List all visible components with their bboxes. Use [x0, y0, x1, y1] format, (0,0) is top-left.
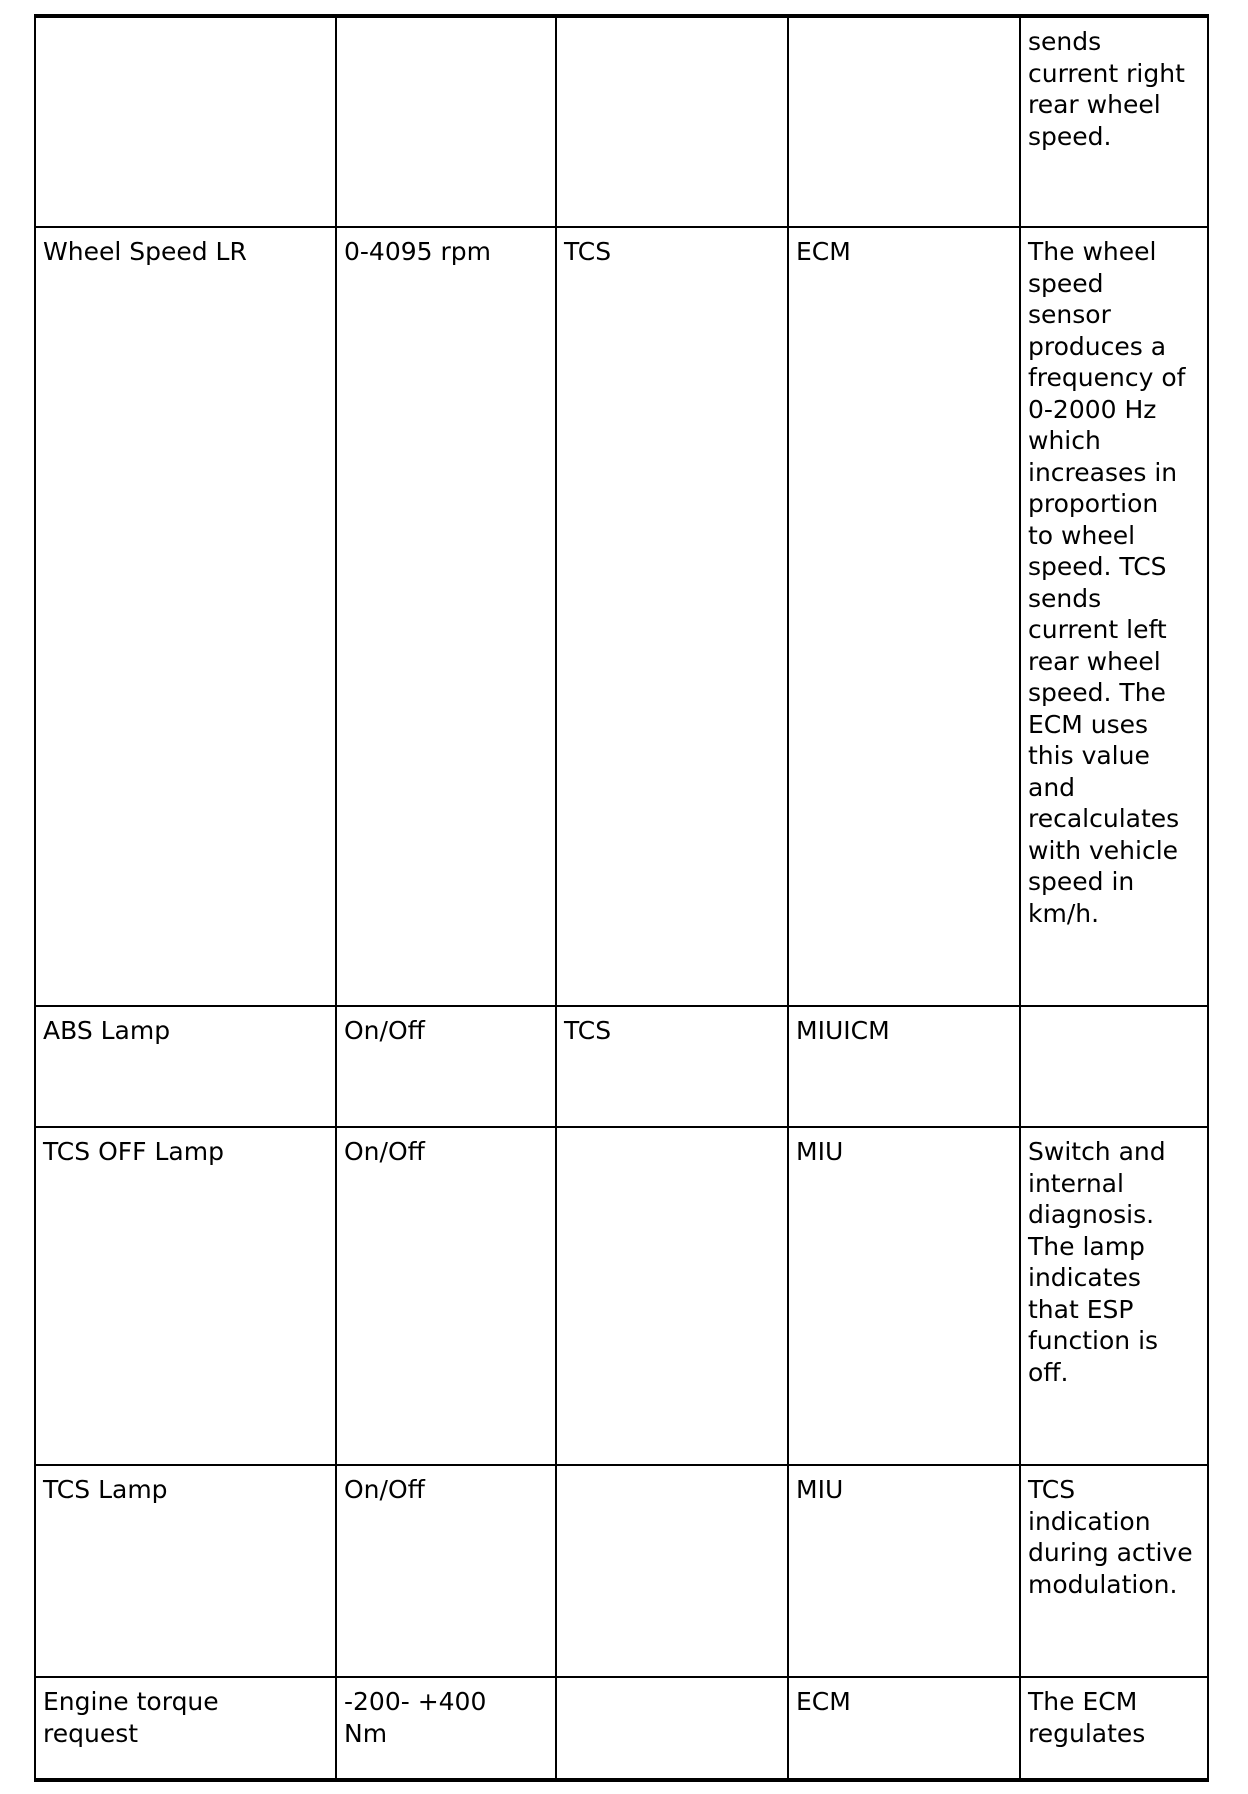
description-cell: [1020, 1127, 1208, 1465]
range-cell: [336, 1465, 556, 1677]
signal-range: -200- +400 Nm: [344, 1687, 487, 1748]
table-row: [35, 1127, 1208, 1465]
description-cell: [1020, 16, 1208, 227]
signal-table: [34, 14, 1209, 1782]
source-cell: [556, 1465, 788, 1677]
signal-range: On/Off: [344, 1016, 425, 1045]
signal-name: TCS OFF Lamp: [43, 1137, 224, 1166]
range-cell: [336, 1006, 556, 1127]
signal-range: On/Off: [344, 1137, 425, 1166]
range-cell: [336, 1677, 556, 1780]
source-cell: [556, 1127, 788, 1465]
signal-destination: MIU: [796, 1475, 844, 1504]
destination-cell: [788, 16, 1020, 227]
signal-name-cell: [35, 16, 336, 227]
destination-cell: [788, 1127, 1020, 1465]
signal-source: TCS: [564, 237, 612, 266]
table-row: [35, 16, 1208, 227]
signal-source: TCS: [564, 1016, 612, 1045]
signal-name: Wheel Speed LR: [43, 237, 247, 266]
signal-description: The wheel speed sensor produces a frequency of 0-2000 Hz which increases in proportion to wheel speed. TCS sends current left rear wheel speed. The ECM uses this value and recalculates with vehicle speed in km/h.: [1028, 237, 1186, 928]
source-cell: [556, 1677, 788, 1780]
table-row: [35, 1465, 1208, 1677]
signal-name: TCS Lamp: [43, 1475, 168, 1504]
signal-name: ABS Lamp: [43, 1016, 171, 1045]
source-cell: [556, 16, 788, 227]
description-cell: [1020, 227, 1208, 1006]
source-cell: [556, 1006, 788, 1127]
destination-cell: [788, 227, 1020, 1006]
signal-destination: MIUICM: [796, 1016, 890, 1045]
destination-cell: [788, 1465, 1020, 1677]
signal-description: The ECM regulates: [1028, 1687, 1146, 1748]
signal-description: Switch and internal diagnosis. The lamp indicates that ESP function is off.: [1028, 1137, 1166, 1387]
signal-range: 0-4095 rpm: [344, 237, 491, 266]
destination-cell: [788, 1677, 1020, 1780]
description-cell: [1020, 1677, 1208, 1780]
signal-description: sends current right rear wheel speed.: [1028, 27, 1185, 151]
range-cell: [336, 227, 556, 1006]
description-cell: [1020, 1465, 1208, 1677]
range-cell: [336, 16, 556, 227]
document-page: [34, 14, 1207, 1782]
signal-name: Engine torque request: [43, 1687, 219, 1748]
signal-name-cell: [35, 1006, 336, 1127]
signal-name-cell: [35, 1127, 336, 1465]
table-row: [35, 227, 1208, 1006]
range-cell: [336, 1127, 556, 1465]
source-cell: [556, 227, 788, 1006]
signal-name-cell: [35, 227, 336, 1006]
signal-description: TCS indication during active modulation.: [1028, 1475, 1193, 1599]
table-row: [35, 1006, 1208, 1127]
signal-range: On/Off: [344, 1475, 425, 1504]
description-cell: [1020, 1006, 1208, 1127]
table-row: [35, 1677, 1208, 1780]
signal-name-cell: [35, 1465, 336, 1677]
signal-name-cell: [35, 1677, 336, 1780]
signal-destination: ECM: [796, 237, 851, 266]
destination-cell: [788, 1006, 1020, 1127]
signal-destination: ECM: [796, 1687, 851, 1716]
signal-destination: MIU: [796, 1137, 844, 1166]
